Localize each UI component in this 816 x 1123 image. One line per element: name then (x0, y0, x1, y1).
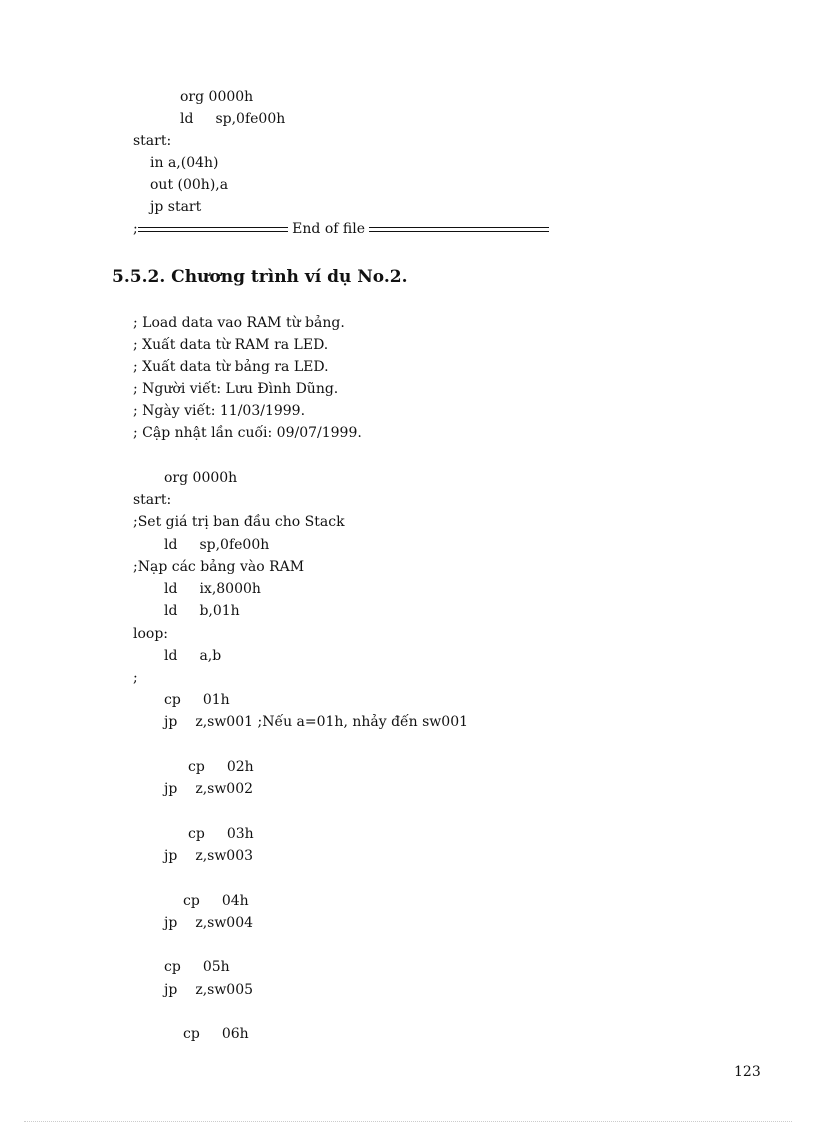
code-label: loop: (133, 626, 169, 642)
code-line (183, 1025, 249, 1043)
code-op: org (164, 470, 189, 486)
eof-prefix: ; (133, 221, 138, 237)
code-line (164, 536, 269, 554)
comment-line: ; Xuất data từ bảng ra LED. (133, 359, 329, 375)
code-arg: sp,0fe00h (199, 537, 270, 553)
eof-text: End of file (292, 221, 365, 237)
code-op: cp (183, 893, 200, 909)
code-arg: sp,0fe00h (215, 111, 286, 127)
comment-line: ; Ngày viết: 11/03/1999. (133, 403, 306, 419)
code-arg: 0000h (192, 470, 238, 486)
code-line (164, 691, 230, 709)
code-op: ld (164, 537, 178, 553)
code-op: cp (164, 692, 181, 708)
code-arg: z,sw004 (195, 915, 254, 931)
code-arg: z,sw001 (195, 714, 254, 730)
code-line (164, 847, 253, 865)
code-op: org (180, 89, 205, 105)
code-op: ld (164, 581, 178, 597)
code-line: in a,(04h) (150, 155, 219, 171)
code-op: cp (164, 959, 181, 975)
code-arg: b,01h (199, 603, 240, 619)
code-label: start: (133, 492, 172, 508)
code-arg: 04h (221, 893, 249, 909)
code-op: ld (180, 111, 194, 127)
code-line (164, 469, 237, 487)
code-arg: 06h (221, 1026, 249, 1042)
code-arg: 02h (226, 759, 254, 775)
code-line: out (00h),a (150, 177, 229, 193)
code-line (164, 958, 230, 976)
code-arg: 0000h (208, 89, 254, 105)
code-arg: z,sw002 (195, 781, 254, 797)
code-arg: 01h (202, 692, 230, 708)
code-arg: ix,8000h (199, 581, 261, 597)
code-op: jp (164, 714, 178, 730)
code-op: cp (183, 1026, 200, 1042)
code-arg: 05h (202, 959, 230, 975)
code-line (164, 914, 253, 932)
comment-line: ; Cập nhật lần cuối: 09/07/1999. (133, 425, 362, 441)
code-line (164, 580, 261, 598)
code-line: jp start (150, 199, 202, 215)
code-op: cp (188, 759, 205, 775)
code-op: jp (164, 915, 178, 931)
code-comment: ; (133, 670, 138, 686)
code-line (164, 647, 221, 665)
code-op: ld (164, 603, 178, 619)
code-label: start: (133, 133, 172, 149)
code-comment: ;Set giá trị ban đầu cho Stack (133, 514, 345, 530)
section-number: 5.5.2. (112, 267, 166, 287)
code-line (180, 88, 253, 106)
code-line (164, 981, 253, 999)
code-line (188, 758, 254, 776)
code-arg: z,sw003 (195, 848, 254, 864)
code-arg: z,sw005 (195, 982, 254, 998)
code-op: ld (164, 648, 178, 664)
code-line (164, 602, 240, 620)
code-line (164, 713, 468, 731)
section-title: Chương trình ví dụ No.2. (171, 267, 408, 287)
comment-line: ; Xuất data từ RAM ra LED. (133, 337, 329, 353)
page-number: 123 (734, 1064, 761, 1080)
comment-line: ; Người viết: Lưu Đình Dũng. (133, 381, 339, 397)
section-heading (112, 266, 408, 288)
page-bottom-divider (24, 1121, 792, 1122)
code-line (183, 892, 249, 910)
code-line (180, 110, 285, 128)
end-of-file-line (133, 220, 549, 238)
code-line (188, 825, 254, 843)
code-comment: ;Nạp các bảng vào RAM (133, 559, 305, 575)
code-op: cp (188, 826, 205, 842)
code-op: jp (164, 982, 178, 998)
code-inline-comment: ;Nếu a=01h, nhảy đến sw001 (257, 714, 469, 730)
comment-line: ; Load data vao RAM từ bảng. (133, 315, 345, 331)
code-arg: a,b (199, 648, 222, 664)
code-line (164, 780, 253, 798)
code-op: jp (164, 848, 178, 864)
code-op: jp (164, 781, 178, 797)
code-arg: 03h (226, 826, 254, 842)
